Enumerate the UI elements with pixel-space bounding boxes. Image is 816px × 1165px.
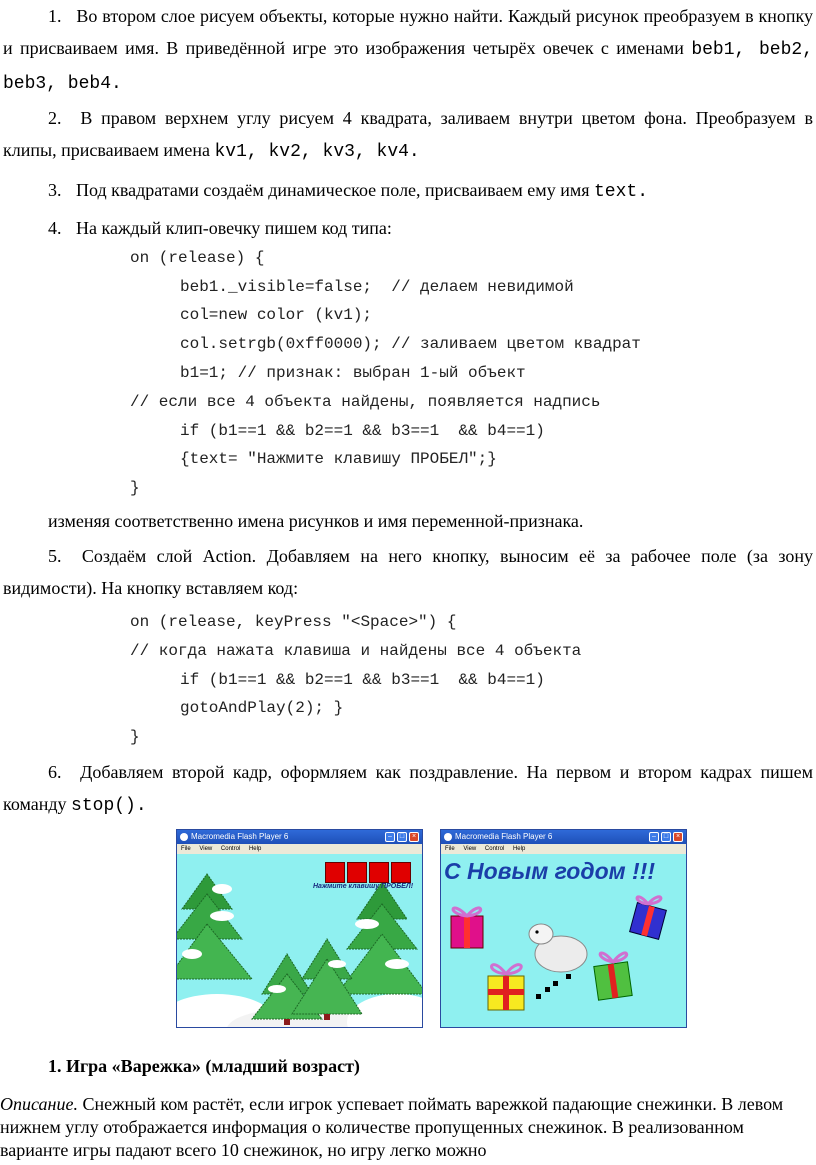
snow-cap — [328, 960, 346, 968]
menu-file[interactable]: File — [181, 846, 191, 852]
game-stage — [177, 854, 422, 1027]
menu-file[interactable]: File — [445, 846, 455, 852]
close-icon[interactable]: × — [673, 832, 683, 842]
gift-ribbon — [488, 989, 524, 995]
code-line: beb1._visible=false; // делаем невидимой — [180, 278, 574, 296]
snow-cap — [385, 959, 409, 969]
code-line: {text= "Нажмите клавишу ПРОБЕЛ";} — [180, 450, 497, 468]
found-square-kv2 — [347, 862, 367, 883]
greeting-text: С Новым годом !!! — [444, 858, 655, 884]
menu-view[interactable]: View — [199, 846, 213, 852]
window-menubar — [441, 844, 686, 854]
press-space-hint: Нажмите клавишу ПРОБЕЛ! — [313, 883, 414, 890]
gifts-and-sheep-illustration — [441, 854, 686, 1027]
snow-cap — [210, 911, 234, 921]
step-6-text: Добавляем второй кадр, оформляем как поздравление. На первом и втором кадрах пишем команду — [3, 762, 813, 814]
game-description — [0, 1093, 812, 1162]
menu-help[interactable]: Help — [248, 846, 262, 852]
code-line: // когда нажата клавиша и найдены все 4 объекта — [130, 642, 582, 660]
minimize-icon[interactable]: – — [385, 832, 395, 842]
snow-cap — [355, 919, 379, 929]
code-line: on (release, keyPress "<Space>") { — [130, 613, 457, 631]
flash-player-window-greeting — [440, 829, 687, 1028]
code-line: b1=1; // признак: выбран 1-ый объект — [180, 364, 526, 382]
flash-app-icon — [180, 833, 188, 841]
step-2-text: В правом верхнем углу рисуем 4 квадрата, заливаем внутри цветом фона. Преобразуем в клипы, присваиваем имена — [3, 108, 813, 160]
menu-control[interactable]: Control — [220, 846, 241, 852]
confetti — [566, 974, 571, 979]
menu-control[interactable]: Control — [484, 846, 505, 852]
step-6-command: stop(). — [71, 796, 147, 816]
step-2 — [3, 102, 813, 168]
menu-help[interactable]: Help — [512, 846, 526, 852]
step-1-text: Во втором слое рисуем объекты, которые нужно найти. Каждый рисунок преобразуем в кнопку и присваиваем имя. В приведённой игре это изображения четырёх овечек с именами — [3, 6, 813, 58]
step-1 — [3, 0, 813, 100]
code-line: } — [130, 479, 140, 497]
sheep-head — [529, 924, 553, 944]
step-6 — [3, 756, 813, 822]
code-line: if (b1==1 && b2==1 && b3==1 && b4==1) — [180, 422, 545, 440]
tree-trunk — [284, 1019, 290, 1025]
menu-view[interactable]: View — [463, 846, 477, 852]
step-2-names: kv1, kv2, kv3, kv4. — [214, 142, 420, 162]
step-5 — [3, 540, 813, 604]
code-line: gotoAndPlay(2); } — [180, 699, 344, 717]
minimize-icon[interactable]: – — [649, 832, 659, 842]
gift-ribbon — [464, 916, 470, 948]
step-6-number: 6. — [48, 762, 62, 782]
gift-bow — [492, 965, 522, 974]
step-5-text: Создаём слой Action. Добавляем на него кнопку, выносим её за рабочее поле (за зону видимости). На кнопку вставляем код: — [3, 546, 814, 598]
confetti — [536, 994, 541, 999]
window-title: Macromedia Flash Player 6 — [455, 832, 553, 841]
step-1-names: beb1, beb2, beb3, beb4. — [3, 40, 814, 94]
step-4-number: 4. — [48, 218, 62, 238]
code-line: } — [130, 728, 140, 746]
step-3 — [3, 174, 813, 208]
gift-bow — [637, 897, 661, 904]
sheep-eye — [535, 930, 538, 933]
section-heading: 1. Игра «Варежка» (младший возраст) — [48, 1056, 360, 1076]
found-square-kv1 — [325, 862, 345, 883]
greeting-stage — [441, 854, 686, 1027]
step-4 — [3, 212, 813, 244]
flash-app-icon — [444, 833, 452, 841]
window-titlebar — [177, 830, 422, 844]
code-line: on (release) { — [130, 249, 265, 267]
window-titlebar — [441, 830, 686, 844]
code-line: // если все 4 объекта найдены, появляется надпись — [130, 393, 601, 411]
window-menubar — [177, 844, 422, 854]
maximize-icon[interactable]: □ — [397, 832, 407, 842]
found-square-kv4 — [391, 862, 411, 883]
snow-cap — [182, 949, 202, 959]
snow-cap — [212, 884, 232, 894]
close-icon[interactable]: × — [409, 832, 419, 842]
step-4-after: изменяя соответственно имена рисунков и имя переменной-признака. — [48, 511, 584, 531]
tree-trunk — [324, 1014, 330, 1020]
snow-cap — [268, 985, 286, 993]
code-line: col.setrgb(0xff0000); // заливаем цветом квадрат — [180, 335, 641, 353]
maximize-icon[interactable]: □ — [661, 832, 671, 842]
gift-bow — [600, 953, 627, 962]
code-line: if (b1==1 && b2==1 && b3==1 && b4==1) — [180, 671, 545, 689]
confetti — [553, 981, 558, 986]
step-3-number: 3. — [48, 180, 62, 200]
step-2-number: 2. — [48, 108, 62, 128]
description-label: Описание. — [0, 1094, 78, 1114]
step-3-text: Под квадратами создаём динамическое поле, присваиваем ему имя — [76, 180, 590, 200]
found-square-kv3 — [369, 862, 389, 883]
gift-bow — [453, 908, 481, 916]
confetti — [545, 987, 550, 992]
step-3-name: text. — [594, 182, 649, 202]
step-1-number: 1. — [48, 6, 62, 26]
code-line: col=new color (kv1); — [180, 306, 373, 324]
step-5-number: 5. — [48, 546, 62, 566]
step-4-text: На каждый клип-овечку пишем код типа: — [76, 218, 392, 238]
description-text: Снежный ком растёт, если игрок успевает поймать варежкой падающие снежинки. В левом нижнем углу отображается информация о количестве пропущенных снежинок. В реализованном варианте игры падают всего 10 снежинок, но игру легко можно — [0, 1094, 784, 1160]
window-title: Macromedia Flash Player 6 — [191, 832, 289, 841]
flash-player-window-game — [176, 829, 423, 1028]
